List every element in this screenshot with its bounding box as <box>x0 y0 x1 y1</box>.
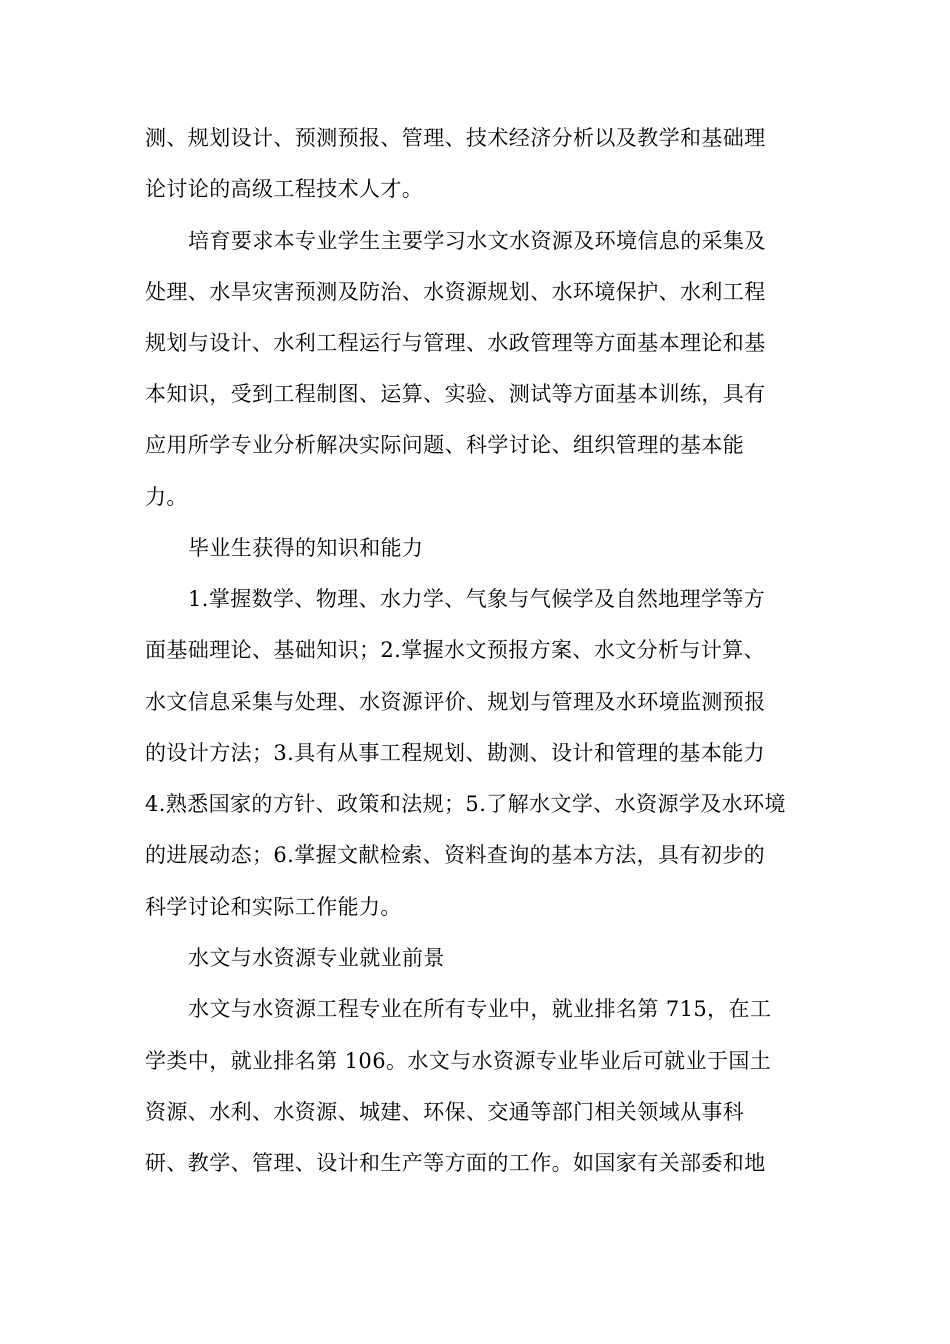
text-line: 研、教学、管理、设计和生产等方面的工作。如国家有关部委和地 <box>145 1151 766 1175</box>
paragraph-start-line: 1.掌握数学、物理、水力学、气象与气候学及自然地理学等方 <box>188 587 766 611</box>
section-heading: 毕业生获得的知识和能力 <box>188 536 424 560</box>
text-line: 应用所学专业分析解决实际问题、科学讨论、组织管理的基本能 <box>145 433 745 457</box>
text-line: 的设计方法；3.具有从事工程规划、勘测、设计和管理的基本能力 <box>145 741 766 765</box>
text-line: 测、规划设计、预测预报、管理、技术经济分析以及教学和基础理 <box>145 126 766 150</box>
text-line: 论讨论的高级工程技术人才。 <box>145 177 424 201</box>
text-line: 学类中，就业排名第 106。水文与水资源专业毕业后可就业于国土 <box>145 1049 772 1073</box>
text-line: 的进展动态；6.掌握文献检索、资料查询的基本方法，具有初步的 <box>145 843 766 867</box>
section-heading: 水文与水资源专业就业前景 <box>188 946 445 970</box>
text-line: 本知识，受到工程制图、运算、实验、测试等方面基本训练，具有 <box>145 382 766 406</box>
paragraph-start-line: 水文与水资源工程专业在所有专业中，就业排名第 715，在工 <box>188 997 772 1021</box>
text-line: 处理、水旱灾害预测及防治、水资源规划、水环境保护、水利工程 <box>145 280 766 304</box>
text-line: 科学讨论和实际工作能力。 <box>145 895 402 919</box>
text-line: 力。 <box>145 485 188 509</box>
text-line: 面基础理论、基础知识；2.掌握水文预报方案、水文分析与计算、 <box>145 638 766 662</box>
text-line: 水文信息采集与处理、水资源评价、规划与管理及水环境监测预报 <box>145 690 766 714</box>
paragraph-start-line: 培育要求本专业学生主要学习水文水资源及环境信息的采集及 <box>188 229 766 253</box>
text-line: 4.熟悉国家的方针、政策和法规；5.了解水文学、水资源学及水环境 <box>145 792 786 816</box>
text-line: 资源、水利、水资源、城建、环保、交通等部门相关领域从事科 <box>145 1100 745 1124</box>
text-line: 规划与设计、水利工程运行与管理、水政管理等方面基本理论和基 <box>145 331 766 355</box>
